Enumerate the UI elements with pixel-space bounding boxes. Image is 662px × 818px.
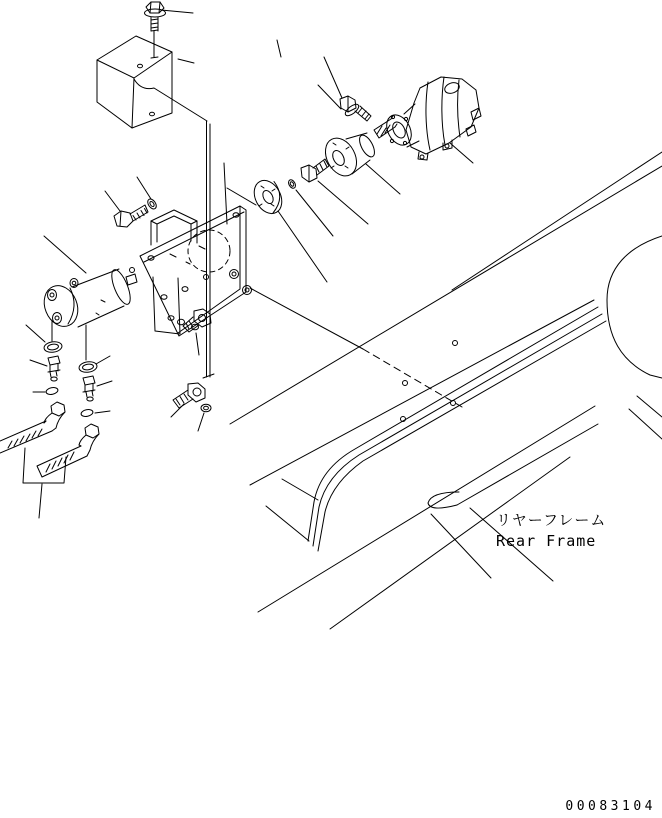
rear-frame-label-english: Rear Frame (496, 532, 597, 550)
cover-bracket (97, 36, 281, 378)
rear-frame-label-japanese: リヤーフレーム (496, 511, 607, 529)
cover-bolt (145, 2, 194, 58)
coupling-assembly (227, 133, 400, 282)
fittings-orings (26, 325, 112, 450)
drawing-number: 00083104 (565, 799, 656, 814)
rear-frame (230, 152, 662, 629)
hydraulic-pump (374, 77, 481, 163)
hoses (0, 421, 90, 518)
mounting-plate (140, 163, 252, 336)
pump-bolt (318, 57, 371, 121)
lower-bolt-washer (171, 383, 211, 431)
bracket-bolt-left (105, 177, 158, 227)
